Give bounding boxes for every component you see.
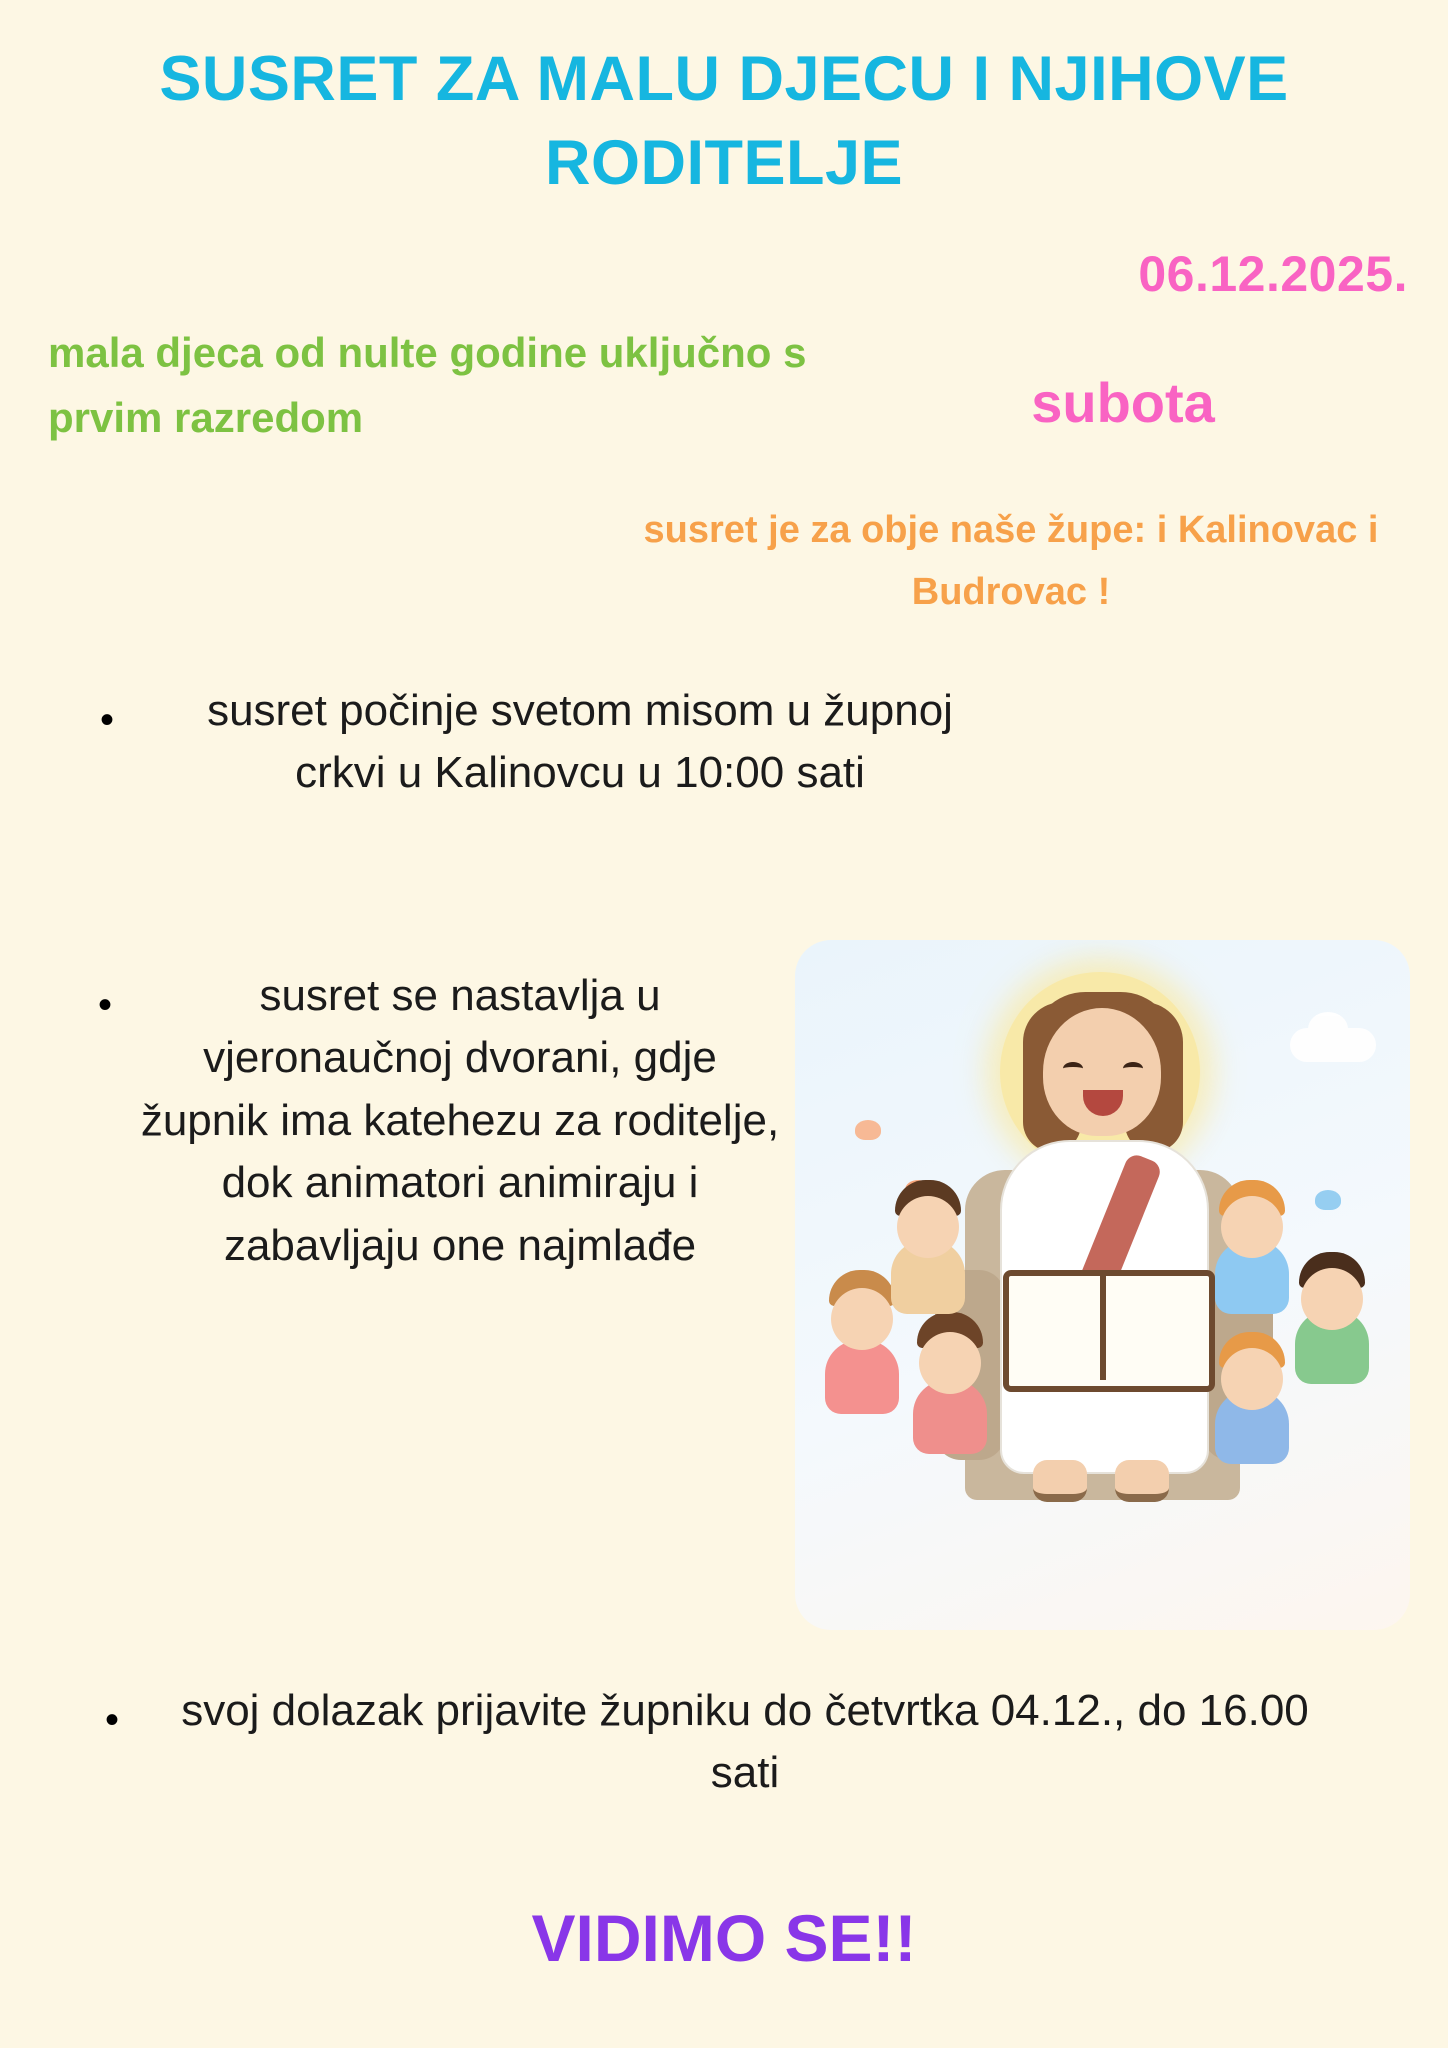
child-head bbox=[1221, 1196, 1283, 1258]
audience-note: mala djeca od nulte godine uključno s prvim razredom bbox=[48, 329, 807, 442]
bullet-marker: • bbox=[105, 1698, 120, 1742]
open-book-icon bbox=[1003, 1270, 1215, 1392]
page-title: SUSRET ZA MALU DJECU I NJIHOVE RODITELJE bbox=[159, 44, 1289, 198]
closing-message: VIDIMO SE!! bbox=[531, 1901, 917, 1975]
event-day: subota bbox=[1031, 371, 1215, 434]
jesus-eye-left bbox=[1063, 1062, 1083, 1075]
bullet-item-registration: svoj dolazak prijavite župniku do četvrtka 04.12., do 16.00 sati bbox=[181, 1686, 1309, 1798]
jesus-reading-to-children-illustration bbox=[795, 940, 1410, 1630]
child-head bbox=[831, 1288, 893, 1350]
jesus-foot-left bbox=[1033, 1460, 1087, 1502]
child-body bbox=[825, 1340, 899, 1414]
bullet-marker: • bbox=[98, 983, 113, 1027]
event-date: 06.12.2025. bbox=[1138, 246, 1408, 302]
jesus-head bbox=[1043, 1008, 1161, 1136]
child-head bbox=[897, 1196, 959, 1258]
jesus-foot-right bbox=[1115, 1460, 1169, 1502]
child-head bbox=[919, 1332, 981, 1394]
cloud-icon bbox=[1290, 1028, 1376, 1062]
butterfly-icon bbox=[1315, 1190, 1341, 1210]
jesus-eye-right bbox=[1123, 1062, 1143, 1075]
parishes-note: susret je za obje naše župe: i Kalinovac i Budrovac ! bbox=[643, 509, 1379, 613]
bullet-item-program: susret se nastavlja u vjeronaučnoj dvorani, gdje župnik ima katehezu za roditelje, dok animatori animiraju i zabavljaju one najmlađe bbox=[140, 971, 780, 1270]
child-head bbox=[1221, 1348, 1283, 1410]
bullet-marker: • bbox=[100, 698, 115, 742]
butterfly-icon bbox=[855, 1120, 881, 1140]
bullet-item-mass: susret počinje svetom misom u župnoj crkvi u Kalinovcu u 10:00 sati bbox=[207, 686, 953, 798]
child-head bbox=[1301, 1268, 1363, 1330]
book-spine bbox=[1100, 1270, 1106, 1380]
